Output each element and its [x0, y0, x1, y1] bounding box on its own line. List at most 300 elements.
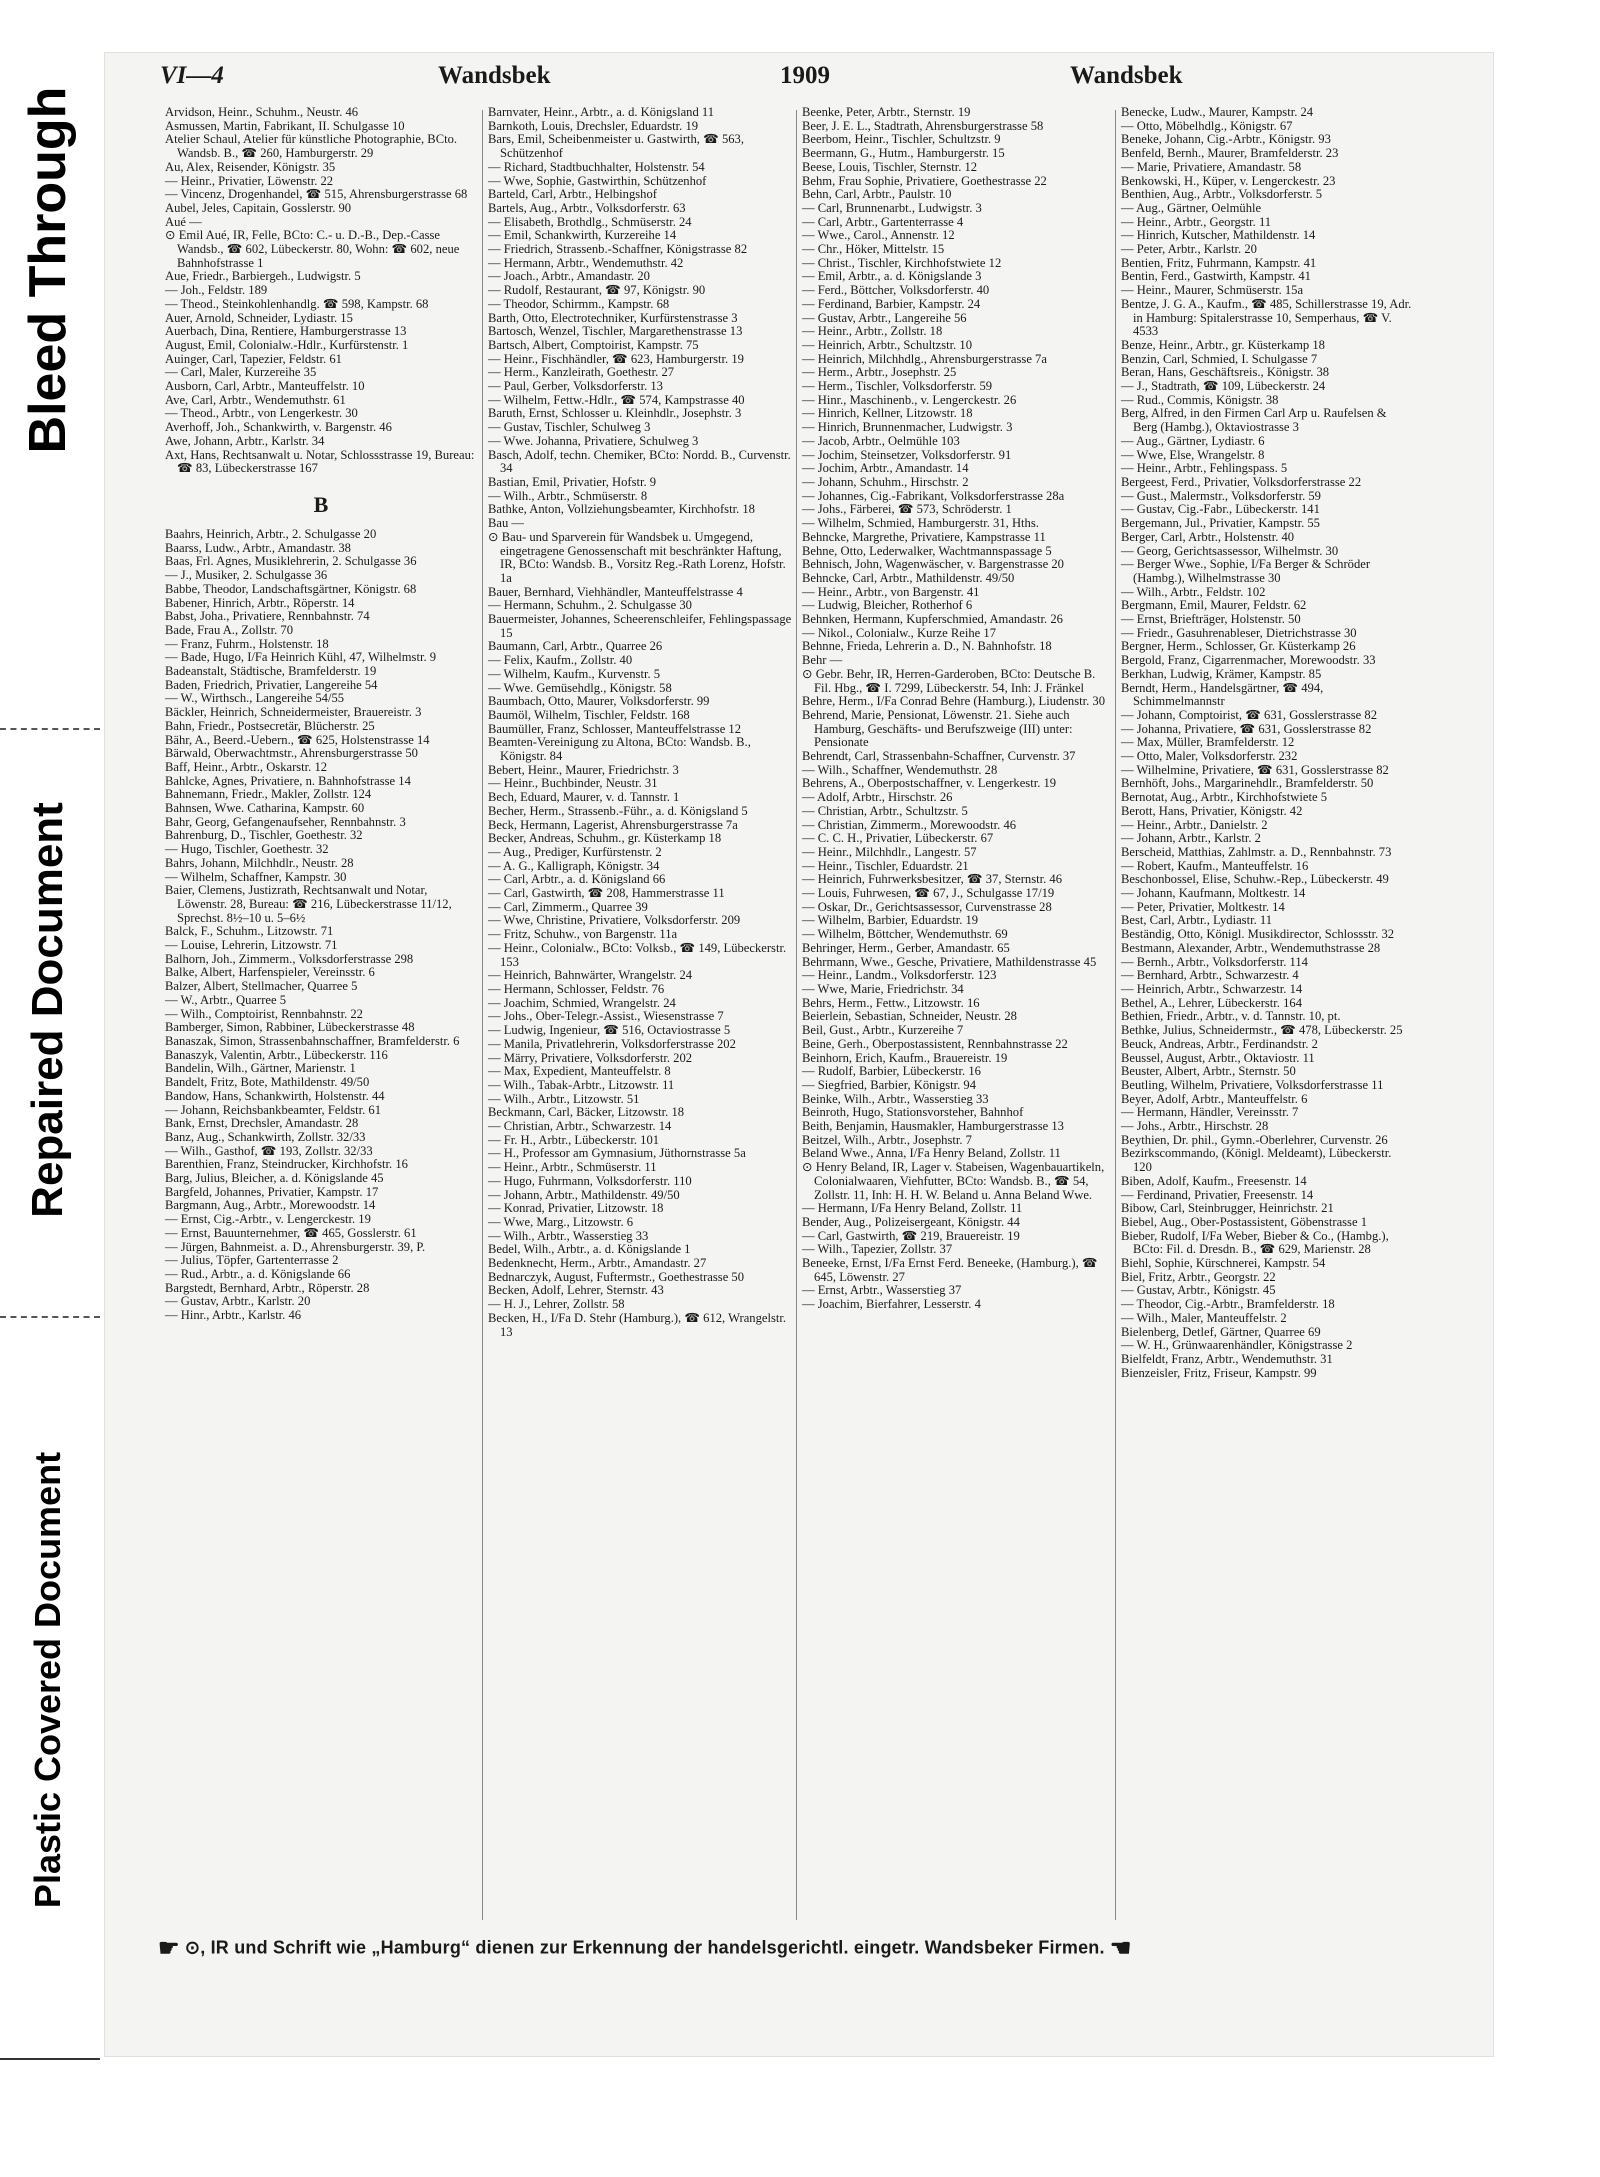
directory-entry: Behm, Frau Sophie, Privatiere, Goethestrasse 22: [802, 173, 1047, 188]
directory-entry: — Julius, Töpfer, Gartenterrasse 2: [165, 1253, 339, 1268]
directory-entry: Beer, J. E. L., Stadtrath, Ahrensburgerstrasse 58: [802, 118, 1044, 133]
directory-entry: Arvidson, Heinr., Schuhm., Neustr. 46: [165, 105, 359, 119]
pointing-hand-left-icon: ☚: [1109, 1935, 1132, 1962]
directory-entry: — Max, Müller, Bramfelderstr. 12: [1121, 735, 1295, 750]
directory-entry: Bamberger, Simon, Rabbiner, Lübeckerstrasse 48: [165, 1020, 415, 1035]
directory-entry: — Fritz, Schuhw., von Bargenstr. 11a: [488, 927, 678, 942]
directory-entry: — Johann, Reichsbankbeamter, Feldstr. 61: [165, 1102, 381, 1117]
directory-entry: — Robert, Kaufm., Manteuffelstr. 16: [1121, 858, 1309, 873]
section-heading: B: [313, 491, 329, 517]
column-rule: [1115, 110, 1116, 1920]
directory-entry: — Hermann, I/Fa Henry Beland, Zollstr. 11: [802, 1201, 1023, 1216]
bleed-through-label: Bleed Through: [19, 86, 77, 454]
directory-entry: Berndt, Herm., Handelsgärtner, ☎ 494, Schimmelmannstr: [1121, 680, 1324, 709]
directory-entry: Bergemann, Jul., Privatier, Kampstr. 55: [1121, 516, 1320, 531]
directory-entry: — Heinr., Landm., Volksdorferstr. 123: [802, 968, 997, 983]
directory-entry: Bienzeisler, Fritz, Friseur, Kampstr. 99: [1121, 1365, 1317, 1380]
directory-entry: — Heinrich, Arbtr., Schultzstr. 10: [802, 337, 972, 352]
directory-entry: Bergmann, Emil, Maurer, Feldstr. 62: [1121, 598, 1307, 613]
directory-entry: — Hugo, Fuhrmann, Volksdorferstr. 110: [488, 1173, 692, 1188]
directory-entry: — Gustav, Arbtr., Königstr. 45: [1121, 1283, 1276, 1298]
directory-entry: — Carl, Arbtr., Gartenterrasse 4: [802, 214, 964, 229]
directory-entry: Becken, H., I/Fa D. Stehr (Hamburg.), ☎ 612, Wrangelstr. 13: [488, 1310, 787, 1339]
directory-entry: Bibow, Carl, Steinbrugger, Heinrichstr. 21: [1121, 1201, 1334, 1216]
directory-entry: Behnisch, John, Wagenwäscher, v. Bargenstrasse 20: [802, 557, 1064, 572]
directory-entry: — Carl, Maler, Kurzereihe 35: [165, 365, 317, 380]
directory-entry: Beschonbossel, Elise, Schuhw.-Rep., Lübeckerstr. 49: [1121, 872, 1389, 887]
directory-entry: Behncke, Carl, Arbtr., Mathildenstr. 49/50: [802, 570, 1015, 585]
directory-entry: — Wilh., Arbtr., Schmüserstr. 8: [488, 488, 648, 503]
directory-entry: — Hermann, Arbtr., Wendemuthstr. 42: [488, 255, 684, 270]
directory-entry: Barg, Julius, Bleicher, a. d. Königslande 45: [165, 1171, 384, 1186]
directory-entry: Beck, Hermann, Lagerist, Ahrensburgerstrasse 7a: [488, 817, 738, 832]
directory-entry: — W. H., Grünwaarenhändler, Königstrasse 2: [1121, 1338, 1353, 1353]
directory-entry: — Vincenz, Drogenhandel, ☎ 515, Ahrensburgerstrasse 68: [165, 187, 468, 202]
directory-entry: — Wilhelm, Schaffner, Kampstr. 30: [165, 869, 347, 884]
directory-entry: August, Emil, Colonialw.-Hdlr., Kurfürstenstr. 1: [165, 337, 409, 352]
directory-column-4: [1121, 106, 1413, 1380]
directory-entry: — Herm., Kanzleirath, Goethestr. 27: [488, 365, 675, 380]
directory-entry: — Christian, Arbtr., Schultzstr. 5: [802, 803, 968, 818]
directory-entry: — Heinr., Arbtr., Georgstr. 11: [1121, 214, 1272, 229]
directory-entry: Behn, Carl, Arbtr., Paulstr. 10: [802, 187, 952, 202]
directory-entry: — Heinr., Colonialw., BCto: Volksb., ☎ 149, Lübeckerstr. 153: [488, 940, 787, 969]
divider-dashed: [0, 1316, 100, 1318]
page-footer: [158, 1934, 1398, 1963]
directory-entry: — Christian, Arbtr., Schwarzestr. 14: [488, 1119, 672, 1134]
directory-entry: Beermann, G., Hutm., Hamburgerstr. 15: [802, 146, 1005, 161]
directory-entry: — Manila, Privatlehrerin, Volksdorferstrasse 202: [488, 1036, 736, 1051]
directory-column-3: [802, 106, 1110, 1312]
directory-entry: — Heinr., Privatier, Löwenstr. 22: [165, 173, 334, 188]
directory-entry: — Oskar, Dr., Gerichtsassessor, Curvenstrasse 28: [802, 899, 1052, 914]
directory-entry: Balke, Albert, Harfenspieler, Vereinsstr. 6: [165, 965, 375, 980]
directory-entry: — Ernst, Briefträger, Holstenstr. 50: [1121, 612, 1301, 627]
directory-entry: Behrend, Marie, Pensionat, Löwenstr. 21. Siehe auch Hamburg, Geschäfts- und Berufszweige (III) unter: Pensionate: [802, 707, 1073, 750]
directory-entry: — Heinrich, Bahnwärter, Wrangelstr. 24: [488, 968, 693, 983]
directory-entry: Berkhan, Ludwig, Krämer, Kampstr. 85: [1121, 666, 1322, 681]
directory-entry: — Wilh., Comptoirist, Rennbahnstr. 22: [165, 1006, 363, 1021]
directory-entry: Bielenberg, Detlef, Gärtner, Quarree 69: [1121, 1324, 1321, 1339]
directory-entry: — Johann, Kaufmann, Moltkestr. 14: [1121, 886, 1306, 901]
page-header: [160, 62, 1400, 106]
directory-entry: Asmussen, Martin, Fabrikant, II. Schulgasse 10: [165, 118, 405, 133]
directory-entry: — Johann, Comptoirist, ☎ 631, Gosslerstrasse 82: [1121, 707, 1378, 722]
directory-entry: — Hermann, Schlosser, Feldstr. 76: [488, 982, 665, 996]
directory-entry: Babst, Joha., Privatiere, Rennbahnstr. 74: [165, 609, 370, 624]
directory-entry: — Wilh., Maler, Manteuffelstr. 2: [1121, 1310, 1287, 1325]
directory-entry: — Heinr., Milchhdlr., Langestr. 57: [802, 844, 977, 859]
directory-entry: — Ernst, Bauunternehmer, ☎ 465, Gosslerstr. 61: [165, 1225, 417, 1240]
directory-entry: Bender, Aug., Polizeisergeant, Königstr. 44: [802, 1214, 1020, 1229]
directory-entry: — Adolf, Arbtr., Hirschstr. 26: [802, 790, 953, 805]
directory-entry: — Rud., Commis, Königstr. 38: [1121, 392, 1279, 407]
running-head-left: Wandsbek: [438, 62, 551, 89]
repaired-document-label: Repaired Document: [23, 802, 72, 1218]
directory-entry: — Wilh., Schaffner, Wendemuthstr. 28: [802, 762, 998, 777]
directory-entry: Behrs, Herm., Fettw., Litzowstr. 16: [802, 995, 980, 1010]
directory-entry: — Heinr., Fischhändler, ☎ 623, Hamburgerstr. 19: [488, 351, 744, 366]
directory-entry: — H. J., Lehrer, Zollstr. 58: [488, 1297, 625, 1312]
footer-note: ⊙, IR und Schrift wie „Hamburg“ dienen zur Erkennung der handelsgerichtl. eingetr. Wandsbeker Firmen.: [184, 1937, 1105, 1958]
directory-entry: Ave, Carl, Arbtr., Wendemuthstr. 61: [165, 392, 346, 407]
directory-column-2: [488, 106, 792, 1339]
directory-entry: Bestmann, Alexander, Arbtr., Wendemuthstrasse 28: [1121, 940, 1381, 955]
directory-entry: Bentze, J. G. A., Kaufm., ☎ 485, Schillerstrasse 19, Adr. in Hamburg: Spitalerstrasse 10, Semperhaus, ☎ V. 4533: [1121, 296, 1412, 339]
directory-entry: Bandow, Hans, Schankwirth, Holstenstr. 44: [165, 1088, 385, 1103]
directory-entry: Baff, Heinr., Arbtr., Oskarstr. 12: [165, 759, 328, 774]
directory-entry: — Herm., Arbtr., Josephstr. 25: [802, 365, 957, 380]
directory-entry: Benkowski, H., Küper, v. Lengerckestr. 23: [1121, 173, 1336, 188]
directory-entry: Baumüller, Franz, Schlosser, Manteuffelstrasse 12: [488, 721, 742, 736]
directory-entry: Bentien, Fritz, Fuhrmann, Kampstr. 41: [1121, 255, 1317, 270]
directory-entry: Benecke, Ludw., Maurer, Kampstr. 24: [1121, 105, 1314, 119]
directory-entry: — Gustav, Arbtr., Langereihe 56: [802, 310, 967, 325]
directory-entry: Behrens, A., Oberpostschaffner, v. Lengerkestr. 19: [802, 776, 1057, 791]
directory-entry: Balzer, Albert, Stellmacher, Quarree 5: [165, 979, 358, 994]
directory-entry: — Jochim, Arbtr., Amandastr. 14: [802, 461, 969, 476]
directory-entry: Bahrenburg, D., Tischler, Goethestr. 32: [165, 828, 363, 843]
directory-entry: Babener, Hinrich, Arbtr., Röperstr. 14: [165, 595, 355, 610]
plastic-covered-document-label: Plastic Covered Document: [27, 1451, 68, 1909]
directory-entry: Beythien, Dr. phil., Gymn.-Oberlehrer, Curvenstr. 26: [1121, 1132, 1388, 1147]
directory-entry: Bartels, Aug., Arbtr., Volksdorferstr. 63: [488, 200, 686, 215]
directory-entry: Baarss, Ludw., Arbtr., Amandastr. 38: [165, 540, 351, 555]
directory-entry: ⊙ Gebr. Behr, IR, Herren-Garderoben, BCto: Deutsche B. Fil. Hbg., ☎ I. 7299, Lübeckerstr. 54, Inh: J. Fränkel: [802, 666, 1096, 695]
directory-entry: — Louise, Lehrerin, Litzowstr. 71: [165, 938, 338, 953]
directory-entry: — Louis, Fuhrwesen, ☎ 67, J., Schulgasse 17/19: [802, 886, 1055, 901]
directory-entry: — Jürgen, Bahnmeist. a. D., Ahrensburgerstr. 39, P.: [165, 1239, 426, 1254]
directory-entry: Bärwald, Oberwachtmstr., Ahrensburgerstrasse 50: [165, 746, 418, 761]
column-rule: [796, 110, 797, 1920]
directory-entry: Beckmann, Carl, Bäcker, Litzowstr. 18: [488, 1105, 685, 1120]
directory-entry: — Christian, Zimmerm., Morewoodstr. 46: [802, 817, 1017, 832]
directory-entry: Baumann, Carl, Arbtr., Quarree 26: [488, 639, 663, 654]
directory-entry: — Johannes, Cig.-Fabrikant, Volksdorferstrasse 28a: [802, 488, 1065, 503]
directory-entry: — Wwe, Sophie, Gastwirthin, Schützenhof: [488, 173, 707, 188]
directory-entry: — Johs., Färberei, ☎ 573, Schröderstr. 1: [802, 502, 1012, 517]
directory-entry: — Peter, Privatier, Moltkestr. 14: [1121, 899, 1285, 914]
directory-entry: Auinger, Carl, Tapezier, Feldstr. 61: [165, 351, 342, 366]
directory-entry: Beneke, Johann, Cig.-Arbtr., Königstr. 93: [1121, 132, 1331, 147]
directory-entry: — Ferdinand, Privatier, Freesenstr. 14: [1121, 1187, 1314, 1202]
directory-entry: — Wilh., Arbtr., Feldstr. 102: [1121, 584, 1266, 599]
directory-entry: — Friedrich, Strassenb.-Schaffner, Königstrasse 82: [488, 242, 748, 257]
directory-entry: — Wilh., Tabak-Arbtr., Litzowstr. 11: [488, 1077, 675, 1092]
directory-entry: — Theodor, Cig.-Arbtr., Bramfelderstr. 18: [1121, 1297, 1335, 1312]
directory-entry: Biel, Fritz, Arbtr., Georgstr. 22: [1121, 1269, 1276, 1284]
directory-entry: Baruth, Ernst, Schlosser u. Kleinhdlr., Josephstr. 3: [488, 406, 742, 421]
directory-entry: — Otto, Möbelhdlg., Königstr. 67: [1121, 118, 1293, 133]
directory-entry: Beil, Gust., Arbtr., Kurzereihe 7: [802, 1023, 964, 1038]
directory-entry: — Konrad, Privatier, Litzowstr. 18: [488, 1201, 664, 1216]
directory-entry: ⊙ Henry Beland, IR, Lager v. Stabeisen, Wagenbauartikeln, Colonialwaaren, Viehfutter, BCto: Wandsb. B., ☎ 54, Zollstr. 11, Inh: H. H. W. Beland u. Anna Beland Wwe.: [802, 1160, 1105, 1202]
directory-entry: — Hugo, Tischler, Goethestr. 32: [165, 842, 329, 857]
directory-entry: — Jochim, Steinsetzer, Volksdorferstr. 91: [802, 447, 1012, 462]
directory-entry: Barnvater, Heinr., Arbtr., a. d. Königsland 11: [488, 105, 715, 119]
directory-entry: Beitzel, Wilh., Arbtr., Josephstr. 7: [802, 1132, 972, 1147]
directory-entry: — Johs., Arbtr., Hirschstr. 28: [1121, 1119, 1269, 1134]
directory-entry: — A. G., Kalligraph, Königstr. 34: [488, 858, 660, 873]
directory-entry: — Carl, Gastwirth, ☎ 219, Brauereistr. 19: [802, 1228, 1020, 1243]
directory-entry: — Hinrich, Brunnenmacher, Ludwigstr. 3: [802, 420, 1013, 435]
directory-entry: — Wwe. Gemüsehdlg., Königstr. 58: [488, 680, 672, 695]
directory-entry: — Ludwig, Bleicher, Rotherhof 6: [802, 598, 973, 613]
directory-entry: Bahnsen, Wwe. Catharina, Kampstr. 60: [165, 801, 365, 816]
directory-entry: Behr —: [802, 653, 843, 668]
directory-entry: Beutling, Wilhelm, Privatiere, Volksdorferstrasse 11: [1121, 1077, 1384, 1092]
directory-entry: — Max, Expedient, Manteuffelstr. 8: [488, 1064, 671, 1079]
directory-entry: Baumbach, Otto, Maurer, Volksdorferstr. 99: [488, 694, 710, 709]
directory-entry: Bernhöft, Johs., Margarinehdlr., Bramfelderstr. 50: [1121, 776, 1374, 791]
directory-entry: — Fr. H., Arbtr., Lübeckerstr. 101: [488, 1132, 660, 1147]
directory-entry: — Emil, Schankwirth, Kurzereihe 14: [488, 228, 677, 243]
directory-entry: — Rudolf, Restaurant, ☎ 97, Königstr. 90: [488, 283, 706, 298]
directory-entry: — Wilh., Tapezier, Zollstr. 37: [802, 1242, 953, 1257]
directory-entry: Bau —: [488, 516, 525, 531]
directory-entry: ⊙ Emil Aué, IR, Felle, BCto: C.- u. D.-B., Dep.-Casse Wandsb., ☎ 602, Lübeckerstr. 80, Wohn: ☎ 602, neue Bahnhofstrasse 1: [165, 228, 460, 270]
directory-entry: Barth, Otto, Electrotechniker, Kurfürstenstrasse 3: [488, 310, 738, 325]
directory-entry: Beese, Louis, Tischler, Sternstr. 12: [802, 159, 978, 174]
directory-entry: Aue, Friedr., Barbiergeh., Ludwigstr. 5: [165, 269, 361, 284]
directory-entry: Beran, Hans, Geschäftsreis., Königstr. 38: [1121, 365, 1330, 380]
directory-entry: — Marie, Privatiere, Amandastr. 58: [1121, 159, 1302, 174]
directory-entry: Bauermeister, Johannes, Scheerenschleifer, Fehlingspassage 15: [488, 612, 792, 640]
directory-entry: Bartsch, Albert, Comptoirist, Kampstr. 75: [488, 337, 699, 352]
directory-entry: Beinroth, Hugo, Stationsvorsteher, Bahnhof: [802, 1105, 1024, 1120]
directory-entry: Bech, Eduard, Maurer, v. d. Tannstr. 1: [488, 790, 680, 805]
directory-entry: — Bernhard, Arbtr., Schwarzestr. 4: [1121, 968, 1299, 983]
directory-entry: Bank, Ernst, Drechsler, Amandastr. 28: [165, 1116, 359, 1131]
directory-entry: — Richard, Stadtbuchhalter, Holstenstr. 54: [488, 159, 705, 174]
directory-entry: Behncke, Margrethe, Privatiere, Kampstrasse 11: [802, 529, 1046, 544]
directory-entry: — Johs., Ober-Telegr.-Assist., Wiesenstrasse 7: [488, 1009, 724, 1024]
directory-entry: Becken, Adolf, Lehrer, Sternstr. 43: [488, 1283, 664, 1298]
directory-entry: — Joh., Feldstr. 189: [165, 283, 268, 298]
directory-entry: Babbe, Theodor, Landschaftsgärtner, Königstr. 68: [165, 581, 417, 596]
directory-entry: ⊙ Bau- und Sparverein für Wandsbek u. Umgegend, eingetragene Genossenschaft mit beschränkter Haftung, IR, BCto: Wandsb. B., Vorsitz Reg.-Rath Lorenz, Hofstr. 1a: [488, 529, 786, 585]
directory-entry: — Emil, Arbtr., a. d. Königslande 3: [802, 269, 982, 284]
directory-entry: Behrendt, Carl, Strassenbahn-Schaffner, Curvenstr. 37: [802, 749, 1076, 764]
directory-entry: Ausborn, Carl, Arbtr., Manteuffelstr. 10: [165, 379, 365, 394]
directory-entry: Averhoff, Joh., Schankwirth, v. Bargenstr. 46: [165, 420, 392, 435]
directory-entry: — Heinr., Maurer, Schmüserstr. 15a: [1121, 283, 1304, 298]
directory-entry: Baas, Frl. Agnes, Musiklehrerin, 2. Schulgasse 36: [165, 554, 417, 569]
directory-entry: Bathke, Anton, Vollziehungsbeamter, Kirchhofstr. 18: [488, 502, 755, 517]
directory-entry: — Rud., Arbtr., a. d. Königslande 66: [165, 1266, 351, 1281]
divider-solid: [0, 2058, 100, 2060]
directory-entry: Bahlcke, Agnes, Privatiere, n. Bahnhofstrasse 14: [165, 773, 411, 788]
directory-entry: Bethien, Friedr., Arbtr., v. d. Tannstr. 10, pt.: [1121, 1009, 1341, 1024]
directory-entry: Bebert, Heinr., Maurer, Friedrichstr. 3: [488, 762, 679, 777]
directory-entry: Bezirkscommando, (Königl. Meldeamt), Lübeckerstr. 120: [1121, 1146, 1392, 1175]
directory-column-1: [165, 106, 477, 1323]
directory-entry: — Heinrich, Milchhdlg., Ahrensburgerstrasse 7a: [802, 351, 1047, 366]
directory-entry: — Joachim, Schmied, Wrangelstr. 24: [488, 995, 676, 1010]
directory-entry: — Jacob, Arbtr., Oelmühle 103: [802, 433, 960, 448]
directory-entry: Biebel, Aug., Ober-Postassistent, Göbenstrasse 1: [1121, 1214, 1367, 1229]
directory-entry: — Johanna, Privatiere, ☎ 631, Gosslerstrasse 82: [1121, 721, 1372, 736]
directory-entry: Bednarczyk, August, Fuftermstr., Goethestrasse 50: [488, 1269, 745, 1284]
directory-entry: Bade, Frau A., Zollstr. 70: [165, 622, 294, 637]
directory-entry: — Georg, Gerichtsassessor, Wilhelmstr. 30: [1121, 543, 1339, 558]
directory-entry: — Wilh., Arbtr., Wasserstieg 33: [488, 1228, 649, 1243]
directory-entry: — Wilhelm, Barbier, Eduardstr. 19: [802, 913, 979, 928]
directory-entry: Bergeest, Ferd., Privatier, Volksdorferstrasse 22: [1121, 474, 1362, 489]
directory-entry: Bars, Emil, Scheibenmeister u. Gastwirth, ☎ 563, Schützenhof: [488, 132, 744, 161]
directory-entry: Bethel, A., Lehrer, Lübeckerstr. 164: [1121, 995, 1302, 1010]
directory-entry: — Carl, Zimmerm., Quarree 39: [488, 899, 648, 914]
directory-entry: — Christ., Tischler, Kirchhofstwiete 12: [802, 255, 1002, 270]
directory-entry: — Hinr., Arbtr., Karlstr. 46: [165, 1308, 302, 1323]
directory-entry: Atelier Schaul, Atelier für künstliche Photographie, BCto. Wandsb. B., ☎ 260, Hamburgerstr. 29: [165, 132, 458, 161]
directory-entry: — Rudolf, Barbier, Lübeckerstr. 16: [802, 1064, 981, 1079]
directory-entry: Balck, F., Schuhm., Litzowstr. 71: [165, 924, 334, 939]
directory-entry: — Wwe., Carol., Annenstr. 12: [802, 228, 955, 243]
directory-entry: — J., Musiker, 2. Schulgasse 36: [165, 568, 328, 583]
directory-entry: Beuster, Albert, Arbtr., Sternstr. 50: [1121, 1064, 1296, 1079]
directory-entry: Bargmann, Aug., Arbtr., Morewoodstr. 14: [165, 1198, 376, 1213]
directory-entry: — Paul, Gerber, Volksdorferstr. 13: [488, 379, 663, 394]
directory-entry: — Heinr., Arbtr., Schmüserstr. 11: [488, 1160, 657, 1175]
directory-entry: — Heinr., Arbtr., Zollstr. 18: [802, 324, 943, 339]
directory-entry: Berger, Carl, Arbtr., Holstenstr. 40: [1121, 529, 1295, 544]
pointing-hand-icon: ☛: [158, 1935, 180, 1962]
directory-entry: — Hermann, Schuhm., 2. Schulgasse 30: [488, 598, 692, 613]
directory-entry: Berott, Hans, Privatier, Königstr. 42: [1121, 803, 1303, 818]
directory-entry: Bedel, Wilh., Arbtr., a. d. Königslande 1: [488, 1242, 691, 1257]
directory-entry: — Joach., Arbtr., Amandastr. 20: [488, 269, 650, 284]
directory-entry: Bethke, Julius, Schneidermstr., ☎ 478, Lübeckerstr. 25: [1121, 1023, 1403, 1038]
directory-entry: Bäckler, Heinrich, Schneidermeister, Brauereistr. 3: [165, 705, 422, 720]
directory-entry: Biehl, Sophie, Kürschnerei, Kampstr. 54: [1121, 1256, 1326, 1271]
directory-entry: Axt, Hans, Rechtsanwalt u. Notar, Schlossstrasse 19, Bureau: ☎ 83, Lübeckerstrasse 167: [165, 447, 475, 476]
directory-entry: Bargstedt, Bernhard, Arbtr., Röperstr. 28: [165, 1280, 370, 1295]
directory-entry: — Elisabeth, Brothdlg., Schmüserstr. 24: [488, 214, 692, 229]
directory-entry: — Theod., Steinkohlenhandlg. ☎ 598, Kampstr. 68: [165, 296, 429, 311]
directory-entry: Beuck, Andreas, Arbtr., Ferdinandstr. 2: [1121, 1036, 1318, 1051]
directory-entry: — Johann, Schuhm., Hirschstr. 2: [802, 474, 969, 489]
directory-entry: — Wwe. Johanna, Privatiere, Schulweg 3: [488, 433, 699, 448]
directory-entry: Baden, Friedrich, Privatier, Langereihe 54: [165, 677, 378, 692]
directory-entry: Baumöl, Wilhelm, Tischler, Feldstr. 168: [488, 707, 690, 722]
directory-entry: — Theod., Arbtr., von Lengerkestr. 30: [165, 406, 358, 421]
directory-entry: Beinke, Wilh., Arbtr., Wasserstieg 33: [802, 1091, 989, 1106]
directory-entry: Bahrs, Johann, Milchhdlr., Neustr. 28: [165, 855, 354, 870]
directory-entry: — Bernh., Arbtr., Volksdorferstr. 114: [1121, 954, 1308, 969]
directory-entry: — Wilhelm, Böttcher, Wendemuthstr. 69: [802, 927, 1008, 942]
directory-entry: Bergner, Herm., Schlosser, Gr. Küsterkamp 26: [1121, 639, 1356, 654]
directory-entry: Behringer, Herm., Gerber, Amandastr. 65: [802, 940, 1010, 955]
directory-entry: Beständig, Otto, Königl. Musikdirector, Schlossstr. 32: [1121, 927, 1395, 942]
directory-entry: — Theodor, Schirmm., Kampstr. 68: [488, 296, 670, 311]
directory-entry: — Ludwig, Ingenieur, ☎ 516, Octaviostrasse 5: [488, 1023, 731, 1038]
directory-entry: — Herm., Tischler, Volksdorferstr. 59: [802, 379, 993, 394]
directory-entry: — Felix, Kaufm., Zollstr. 40: [488, 653, 633, 668]
directory-entry: Biben, Adolf, Kaufm., Freesenstr. 14: [1121, 1173, 1307, 1188]
directory-entry: — Heinr., Arbtr., von Bargenstr. 41: [802, 584, 980, 599]
directory-entry: Behre, Herm., I/Fa Conrad Behre (Hamburg.), Liudenstr. 30: [802, 694, 1105, 709]
directory-entry: Bedenknecht, Herm., Arbtr., Amandastr. 27: [488, 1256, 707, 1271]
directory-entry: Behne, Otto, Lederwalker, Wachtmannspassage 5: [802, 543, 1052, 558]
directory-entry: — W., Wirthsch., Langereihe 54/55: [165, 691, 345, 706]
directory-entry: Barteld, Carl, Arbtr., Helbingshof: [488, 187, 657, 202]
directory-entry: — Heinr., Tischler, Eduardstr. 21: [802, 858, 969, 873]
directory-entry: Bartosch, Wenzel, Tischler, Margarethenstrasse 13: [488, 324, 743, 339]
directory-entry: Bielfeldt, Franz, Arbtr., Wendemuthstr. 31: [1121, 1351, 1333, 1366]
directory-entry: Balhorn, Joh., Zimmerm., Volksdorferstrasse 298: [165, 951, 414, 966]
divider-dashed: [0, 728, 100, 730]
directory-entry: — Nikol., Colonialw., Kurze Reihe 17: [802, 625, 997, 640]
directory-entry: — Chr., Höker, Mittelstr. 15: [802, 242, 945, 257]
directory-entry: — Hinrich, Kellner, Litzowstr. 18: [802, 406, 973, 421]
directory-entry: — Ferd., Böttcher, Volksdorferstr. 40: [802, 283, 990, 298]
directory-entry: — Johann, Arbtr., Karlstr. 2: [1121, 831, 1261, 846]
category-sidebar: [0, 0, 96, 2177]
directory-entry: — Wilhelm, Kaufm., Kurvenstr. 5: [488, 666, 661, 681]
directory-entry: Bandelin, Wilh., Gärtner, Marienstr. 1: [165, 1061, 356, 1076]
directory-entry: — Wilh., Gasthof, ☎ 193, Zollstr. 32/33: [165, 1143, 373, 1158]
directory-entry: — Hermann, Händler, Vereinsstr. 7: [1121, 1105, 1299, 1120]
directory-entry: — Gustav, Tischler, Schulweg 3: [488, 420, 651, 435]
directory-entry: Beneeke, Ernst, I/Fa Ernst Ferd. Beneeke, (Hamburg.), ☎ 645, Löwenstr. 27: [802, 1256, 1098, 1284]
directory-entry: Bauer, Bernhard, Viehhändler, Manteuffelstrasse 4: [488, 584, 743, 599]
directory-entry: Benfeld, Bernh., Maurer, Bramfelderstr. 23: [1121, 146, 1339, 161]
directory-entry: Beland Wwe., Anna, I/Fa Henry Beland, Zollstr. 11: [802, 1146, 1061, 1161]
directory-entry: — Joachim, Bierfahrer, Lesserstr. 4: [802, 1297, 981, 1312]
directory-entry: Bernotat, Aug., Arbtr., Kirchhofstwiete 5: [1121, 790, 1328, 805]
directory-entry: — Hinr., Maschinenb., v. Lengerckestr. 26: [802, 392, 1017, 407]
directory-entry: Berg, Alfred, in den Firmen Carl Arp u. Raufelsen & Berg (Hambg.), Oktaviostrasse 3: [1121, 406, 1387, 435]
directory-entry: Aubel, Jeles, Capitain, Gosslerstr. 90: [165, 200, 352, 215]
directory-entry: — J., Stadtrath, ☎ 109, Lübeckerstr. 24: [1121, 379, 1326, 394]
directory-entry: Badeanstalt, Städtische, Bramfelderstr. 19: [165, 664, 377, 679]
directory-entry: Bahnemann, Friedr., Makler, Zollstr. 124: [165, 787, 372, 802]
directory-entry: Banaszak, Simon, Strassenbahnschaffner, Bramfelderstr. 6: [165, 1034, 460, 1048]
directory-entry: Bahn, Friedr., Postsecretär, Blücherstr. 25: [165, 718, 375, 733]
directory-entry: Banz, Aug., Schankwirth, Zollstr. 32/33: [165, 1129, 366, 1144]
directory-entry: Best, Carl, Arbtr., Lydiastr. 11: [1121, 913, 1273, 928]
directory-entry: Basch, Adolf, techn. Chemiker, BCto: Nordd. B., Curvenstr. 34: [488, 447, 791, 476]
directory-entry: Auer, Arnold, Schneider, Lydiastr. 15: [165, 310, 353, 325]
directory-entry: Aué —: [165, 214, 202, 229]
directory-entry: Beyer, Adolf, Arbtr., Manteuffelstr. 6: [1121, 1091, 1308, 1106]
directory-entry: — Friedr., Gasuhrenableser, Dietrichstrasse 30: [1121, 625, 1357, 640]
directory-entry: — Gustav, Cig.-Fabr., Lübeckerstr. 141: [1121, 502, 1320, 517]
directory-entry: — C. C. H., Privatier, Lübeckerstr. 67: [802, 831, 994, 846]
directory-entry: Behrmann, Wwe., Gesche, Privatiere, Mathildenstrasse 45: [802, 954, 1097, 969]
directory-entry: Beamten-Vereinigung zu Altona, BCto: Wandsb. B., Königstr. 84: [488, 735, 751, 764]
directory-entry: — Peter, Arbtr., Karlstr. 20: [1121, 242, 1257, 257]
directory-entry: — Ernst, Cig.-Arbtr., v. Lengerckestr. 19: [165, 1212, 371, 1227]
directory-entry: — Wilhelm, Schmied, Hamburgerstr. 31, Hths.: [802, 516, 1039, 531]
directory-entry: — Ernst, Arbtr., Wasserstieg 37: [802, 1283, 962, 1298]
directory-entry: Barenthien, Franz, Steindrucker, Kirchhofstr. 16: [165, 1157, 408, 1172]
directory-entry: — Franz, Fuhrm., Holstenstr. 18: [165, 636, 329, 651]
directory-entry: Au, Alex, Reisender, Königstr. 35: [165, 159, 336, 174]
directory-entry: — Bade, Hugo, I/Fa Heinrich Kühl, 47, Wilhelmstr. 9: [165, 650, 437, 665]
running-head-right: Wandsbek: [1070, 62, 1183, 89]
directory-entry: Banaszyk, Valentin, Arbtr., Lübeckerstr. 116: [165, 1047, 388, 1062]
directory-entry: Bargfeld, Johannes, Privatier, Kampstr. 17: [165, 1184, 379, 1199]
directory-entry: — Siegfried, Barbier, Königstr. 94: [802, 1077, 977, 1092]
directory-entry: Awe, Johann, Arbtr., Karlstr. 34: [165, 433, 325, 448]
directory-entry: Baahrs, Heinrich, Arbtr., 2. Schulgasse 20: [165, 526, 377, 541]
directory-entry: — Wilh., Arbtr., Litzowstr. 51: [488, 1091, 640, 1106]
directory-entry: — Aug., Prediger, Kurfürstenstr. 2: [488, 844, 662, 859]
directory-entry: Berscheid, Matthias, Zahlmstr. a. D., Rennbahnstr. 73: [1121, 844, 1392, 859]
directory-entry: Bastian, Emil, Privatier, Hofstr. 9: [488, 474, 657, 489]
